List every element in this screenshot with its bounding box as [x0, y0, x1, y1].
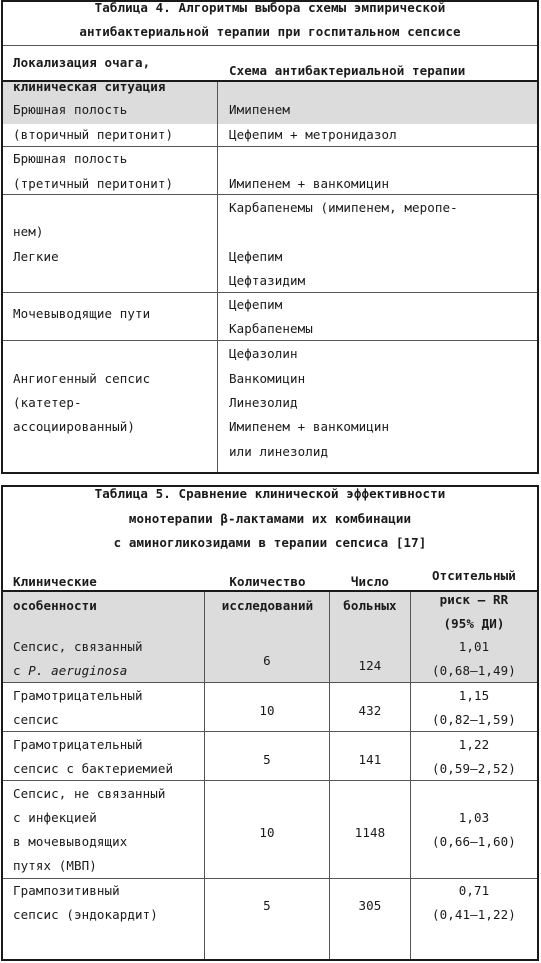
row-divider [3, 146, 537, 147]
row-divider [3, 682, 537, 683]
row-5-location-line-1: Ангиогенный сепсис [13, 371, 151, 386]
header-relative-risk-line-2: риск – RR [439, 592, 509, 607]
t5-row-3-feature-line-2: сепсис с бактериемией [13, 761, 174, 776]
t5-row-1-feature-line-1: Сепсис, связанный [13, 639, 143, 654]
t5-row-5-studies: 5 [263, 898, 271, 913]
t5-row-2-patients: 432 [358, 703, 382, 718]
t5-row-4-feature-line-1: Сепсис, не связанный [13, 786, 166, 801]
t5-row-2-feature-line-1: Грамотрицательный [13, 688, 143, 703]
row-3-therapy-line-2: Цефепим [229, 249, 283, 264]
row-3-therapy-line-3: Цефтазидим [229, 273, 306, 288]
row-1-location-line-2: (вторичный перитонит) [13, 127, 174, 142]
table-5-column-divider [410, 592, 411, 959]
row-3-location-line-2: Легкие [13, 249, 59, 264]
t5-row-4-studies: 10 [259, 825, 275, 840]
row-1-therapy-line-2: Цефепим + метронидазол [229, 127, 397, 142]
t5-row-3-feature-line-1: Грамотрицательный [13, 737, 143, 752]
row-divider [3, 340, 537, 341]
header-studies-line-2: исследований [221, 598, 314, 613]
t5-row-1-patients: 124 [358, 658, 382, 673]
t5-row-2-studies: 10 [259, 703, 275, 718]
table-5-caption-line-2: монотерапии β-лактамами их комбинации [128, 511, 412, 526]
row-1-therapy-line-1: Имипенем [229, 102, 291, 117]
row-5-therapy-line-4: Имипенем + ванкомицин [229, 419, 390, 434]
row-5-therapy-line-2: Ванкомицин [229, 371, 306, 386]
row-3-therapy-line-1: Карбапенемы (имипенем, меропе- [229, 200, 458, 215]
table-4-caption-line-2: антибактериальной терапии при госпитальном сепсисе [79, 24, 461, 39]
row-4-therapy-line-2: Карбапенемы [229, 321, 313, 336]
header-patients-line-2: больных [343, 598, 397, 613]
t5-row-2-rr-ci: (0,82–1,59) [432, 712, 516, 727]
header-patients: Число [350, 574, 390, 589]
t5-row-4-patients: 1148 [354, 825, 386, 840]
row-divider [3, 878, 537, 879]
t5-row-5-patients: 305 [358, 898, 382, 913]
t5-row-5-feature-line-1: Грампозитивный [13, 883, 120, 898]
t5-row-1-feature-line-2: с P. aeruginosa [13, 663, 128, 678]
table-4-left-border [1, 0, 3, 474]
t5-row-5-rr-ci: (0,41–1,22) [432, 907, 516, 922]
t5-row-4-rr-value: 1,03 [458, 810, 490, 825]
t5-row-3-studies: 5 [263, 752, 271, 767]
t5-row-3-rr-ci: (0,59–2,52) [432, 761, 516, 776]
row-5-therapy-line-5: или линезолид [229, 444, 329, 459]
caption-divider [3, 45, 537, 46]
row-4-therapy-line-1: Цефепим [229, 297, 283, 312]
row-divider [3, 780, 537, 781]
t5-row-1-rr-value: 1,01 [458, 639, 490, 654]
header-location-line-2: клиническая ситуация [13, 79, 166, 94]
row-divider [3, 731, 537, 732]
row-2-therapy-line-1: Имипенем + ванкомицин [229, 176, 390, 191]
t5-row-1-rr-ci: (0,68–1,49) [432, 663, 516, 678]
t5-row-2-feature-line-2: сепсис [13, 712, 59, 727]
row-divider [3, 194, 537, 195]
row-1-location-line-1: Брюшная полость [13, 102, 128, 117]
row-5-location-line-3: ассоциированный) [13, 419, 136, 434]
header-features-line-2: особенности [13, 598, 97, 613]
t5-row-5-rr-value: 0,71 [458, 883, 490, 898]
row-5-location-line-2: (катетер- [13, 395, 82, 410]
t5-row-3-rr-value: 1,22 [458, 737, 490, 752]
table-5-left-border [1, 485, 3, 961]
t5-row-1-studies: 6 [263, 653, 271, 668]
header-studies: Количество [229, 574, 306, 589]
row-2-location-line-1: Брюшная полость [13, 151, 128, 166]
header-therapy: Схема антибактериальной терапии [229, 63, 466, 78]
header-location: Локализация очага, [13, 55, 151, 70]
header-relative-risk: Отсительный [432, 568, 516, 583]
row-5-therapy-line-1: Цефазолин [229, 346, 298, 361]
table-5-right-border [537, 485, 539, 961]
t5-row-5-feature-line-2: сепсис (эндокардит) [13, 907, 158, 922]
table-4-right-border [537, 0, 539, 474]
t5-row-2-rr-value: 1,15 [458, 688, 490, 703]
header-features: Клинические [13, 574, 97, 589]
table-5-caption-line-1: Таблица 5. Сравнение клинической эффективности [94, 486, 446, 501]
t5-row-3-patients: 141 [358, 752, 382, 767]
t5-row-4-feature-line-2: с инфекцией [13, 810, 97, 825]
table-4-bottom-border [1, 472, 539, 474]
t5-row-4-feature-line-3: в мочевыводящих [13, 834, 128, 849]
header-relative-risk-line-3: (95% ДИ) [443, 616, 505, 631]
row-divider [3, 292, 537, 293]
row-4-location-line-1: Мочевыводящие пути [13, 306, 151, 321]
t5-row-4-rr-ci: (0,66–1,60) [432, 834, 516, 849]
table-5-bottom-border [1, 959, 539, 961]
table-4-column-divider [217, 82, 218, 472]
row-3-location-line-1: нем) [13, 224, 44, 239]
table-5-caption-line-3: с аминогликозидами в терапии сепсиса [17] [113, 535, 427, 550]
row-5-therapy-line-3: Линезолид [229, 395, 298, 410]
table-4-caption-line-1: Таблица 4. Алгоритмы выбора схемы эмпирической [94, 0, 446, 15]
row-2-location-line-2: (третичный перитонит) [13, 176, 174, 191]
t5-row-4-feature-line-4: путях (МВП) [13, 858, 97, 873]
